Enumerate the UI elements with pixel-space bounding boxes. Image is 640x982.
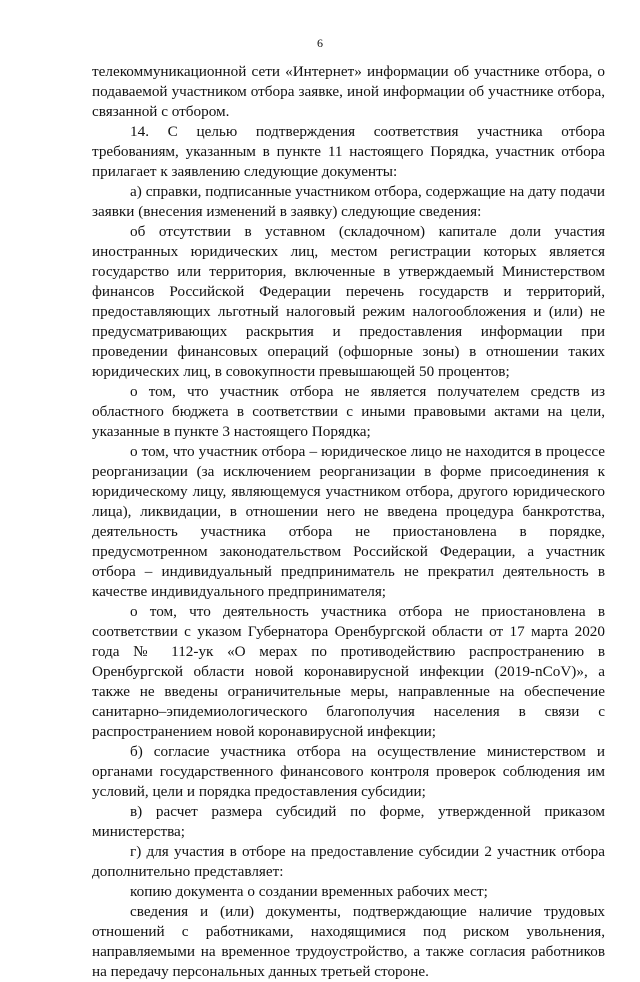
paragraph-subitem-g: г) для участия в отборе на предоставление субсидии 2 участник отбора дополнительно представляет: — [92, 843, 605, 880]
paragraph-subitem-b: б) согласие участника отбора на осуществление министерством и органами государственного финансового контроля проверок соблюдения им условий, цели и порядка предоставления субсидии; — [92, 743, 605, 800]
paragraph-continuation: телекоммуникационной сети «Интернет» информации об участнике отбора, о подаваемой участником отбора заявке, иной информации об участнике отбора, связанной с отбором. — [92, 63, 605, 120]
paragraph-not-recipient: о том, что участник отбора не является получателем средств из областного бюджета в соответствии с иными правовыми актами на цели, указанные в пункте 3 настоящего Порядка; — [92, 383, 605, 440]
paragraph-subitem-a: а) справки, подписанные участником отбора, содержащие на дату подачи заявки (внесения изменений в заявку) следующие сведения: — [92, 183, 605, 220]
page-number: 6 — [317, 36, 323, 50]
paragraph-no-reorganization: о том, что участник отбора – юридическое лицо не находится в процессе реорганизации (за исключением реорганизации в форме присоединения к юридическому лицу, являющемуся участником отбора, другого юридического лица), ликвидации, в отношении него не введена процедура банкротства, деятельность участника отбора не приостановлена в порядке, предусмотренном законодательством Российской Федерации, а участник отбора – индивидуальный предприниматель не прекратил деятельность в качестве индивидуального предпринимателя; — [92, 443, 605, 600]
paragraph-employment-info: сведения и (или) документы, подтверждающие наличие трудовых отношений с работниками, находящимися под риском увольнения, направляемыми на временное трудоустройство, а также согласия работников на передачу персональных данных третьей стороне. — [92, 903, 605, 980]
paragraph-document-copy: копию документа о создании временных рабочих мест; — [130, 883, 488, 900]
paragraph-not-suspended: о том, что деятельность участника отбора не приостановлена в соответствии с указом Губернатора Оренбургской области от 17 марта 2020 года № 112-ук «О мерах по противодействию распространению в Оренбургской области новой коронавирусной инфекции (2019-nCoV)», а также не введены ограничительные меры, направленные на обеспечение санитарно–эпидемиологического благополучия населения в связи с распространением новой коронавирусной инфекции; — [92, 603, 605, 740]
paragraph-item-14: 14. С целью подтверждения соответствия участника отбора требованиям, указанным в пункте 11 настоящего Порядка, участник отбора прилагает к заявлению следующие документы: — [92, 123, 605, 180]
document-body — [92, 62, 605, 982]
paragraph-subitem-v: в) расчет размера субсидий по форме, утвержденной приказом министерства; — [92, 803, 605, 840]
paragraph-offshore-info: об отсутствии в уставном (складочном) капитале доли участия иностранных юридических лиц, местом регистрации которых является государство или территория, включенные в утверждаемый Министерством финансов Российской Федерации перечень государств и территорий, предоставляющих льготный налоговый режим налогообложения и (или) не предусматривающих раскрытия и предоставления информации при проведении финансовых операций (офшорные зоны) в отношении таких юридических лиц, в совокупности превышающей 50 процентов; — [92, 223, 605, 380]
